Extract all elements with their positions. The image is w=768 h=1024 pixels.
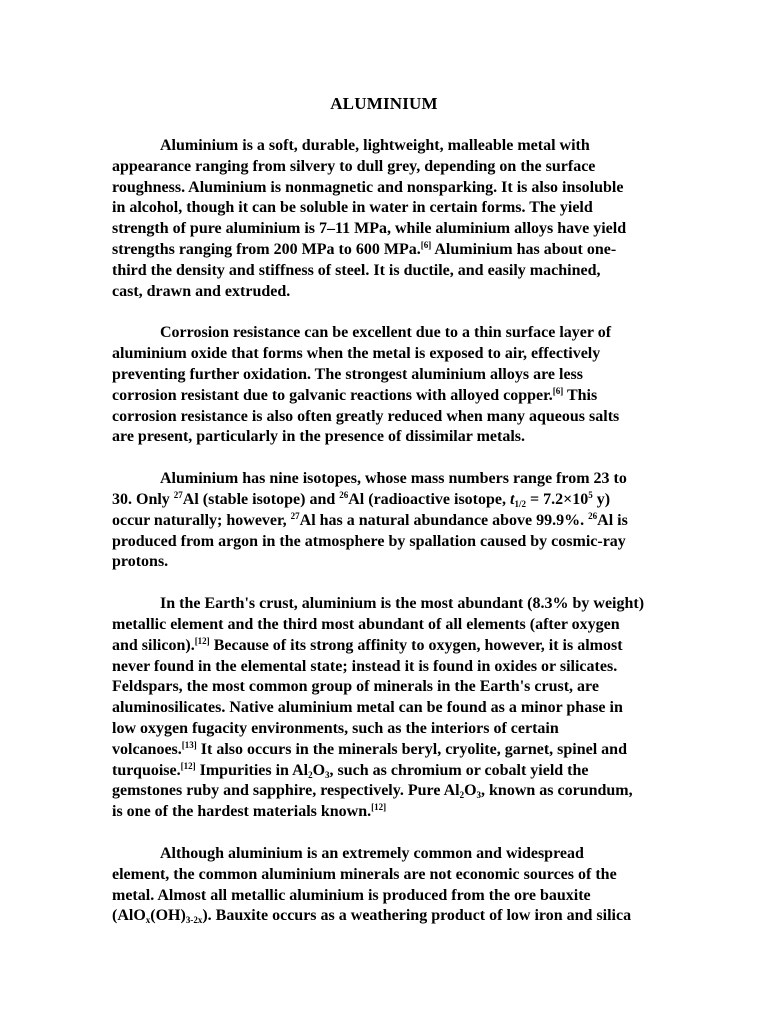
citation-ref[interactable]: [12]: [371, 802, 387, 813]
citation-ref[interactable]: [13]: [181, 739, 197, 750]
citation-ref[interactable]: [6]: [552, 385, 564, 396]
citation-ref[interactable]: [12]: [180, 760, 196, 771]
page-title: ALUMINIUM: [330, 94, 438, 113]
document-body: [112, 136, 657, 948]
paragraph-occurrence: In the Earth's crust, aluminium is the most abundant (8.3% by weight) metallic element and the third most abundant of all elements (after oxygen and silicon).[12] Because of its strong affinity to oxygen, however, it is almost never found in the elemental state; instead it is found in oxides or silicates. Feldspars, the most common group of minerals in the Earth's crust, are aluminosilicates. Native aluminium metal can be found as a minor phase in low oxygen fugacity environments, such as the interiors of certain volcanoes.[13] It also occurs in the minerals beryl, cryolite, garnet, spinel and turquoise.[12] Impurities in $Al_2O_3$, such as chromium or cobalt yield the gemstones ruby and sapphire, respectively. Pure $Al_2O_3$, known as corundum, is one of the hardest materials known.[12]: [112, 595, 645, 821]
paragraph-isotopes: Aluminium has nine isotopes, whose mass numbers range from 23 to 30. Only $^{27}$Al (stable isotope) and $^{26}$Al (radioactive isotope, $t_{1/2} = 7.2\times 10^5$ y) occur naturally; however, $^{27}$Al has a natural abundance above 99.9%. $^{26}$Al is produced from argon in the atmosphere by spallation caused by cosmic-ray protons.: [112, 470, 628, 571]
paragraph-properties: Aluminium is a soft, durable, lightweight, malleable metal with appearance ranging from silvery to dull grey, depending on the surface roughness. Aluminium is nonmagnetic and nonsparking. It is also insoluble in alcohol, though it can be soluble in water in certain forms. The yield strength of pure aluminium is 7–11 MPa, while aluminium alloys have yield strengths ranging from 200 MPa to 600 MPa.[6] Aluminium has about one- third the density and stiffness of steel. It is ductile, and easily machined, cast, drawn and extruded.: [112, 137, 627, 300]
citation-ref[interactable]: [12]: [194, 635, 210, 646]
paragraph-corrosion: Corrosion resistance can be excellent due to a thin surface layer of aluminium oxide that forms when the metal is exposed to air, effectively preventing further oxidation. The strongest aluminium alloys are less corrosion resistant due to galvanic reactions with alloyed copper.[6] This corrosion resistance is also often greatly reduced when many aqueous salts are present, particularly in the presence of dissimilar metals.: [112, 324, 620, 446]
citation-ref[interactable]: [6]: [420, 239, 432, 250]
paragraph-bauxite: Although aluminium is an extremely common and widespread element, the common aluminium minerals are not economic sources of the metal. Almost all metallic aluminium is produced from the ore bauxite $(AlO_x(OH)_{3-2x})$. Bauxite occurs as a weathering product of low iron and silica: [112, 844, 632, 926]
